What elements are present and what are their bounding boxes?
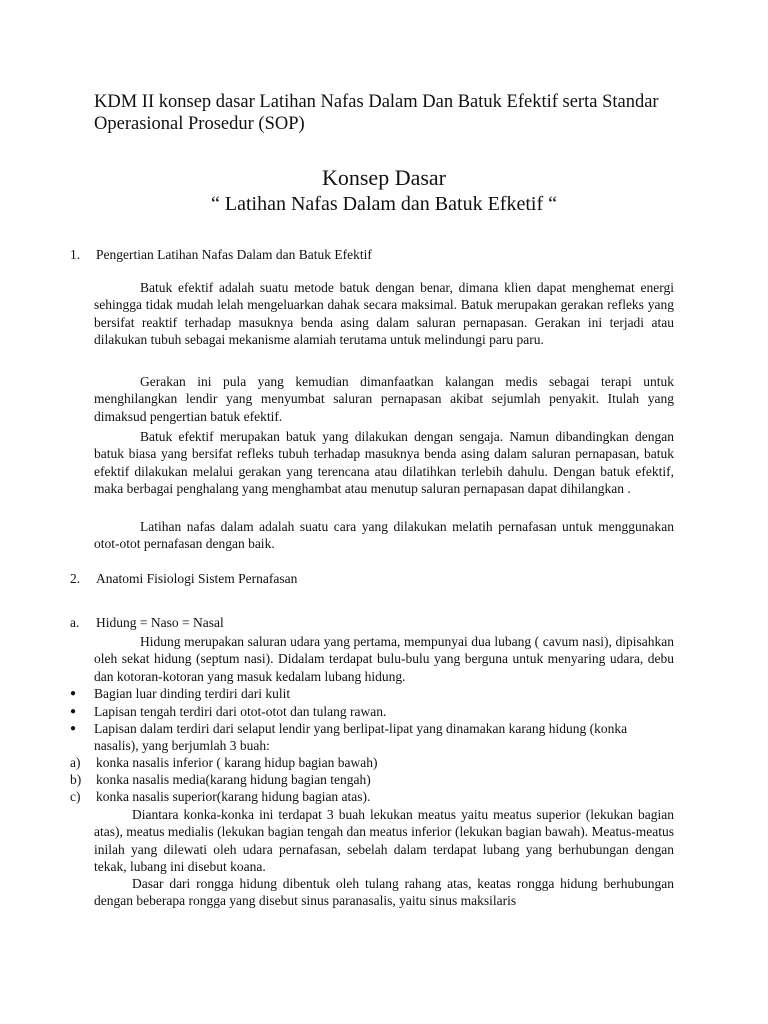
sub-list-text: konka nasalis inferior ( karang hidup bagian bawah) [96,755,378,770]
sub-list-label: a) [70,755,81,770]
paragraph: Hidung merupakan saluran udara yang pertama, mempunyai dua lubang ( cavum nasi), dipisahkan oleh sekat hidung (septum nasi). Didalam terdapat bulu-bulu yang berguna untuk menyaring udara, debu dan kotoran-kotoran yang masuk kedalam lubang hidung. [94,634,674,684]
title-block [0,165,768,217]
page-title: Konsep Dasar [321,165,447,190]
section-heading-text: Pengertian Latihan Nafas Dalam dan Batuk Efektif [96,247,372,262]
subsection-title: Hidung = Naso = Nasal [96,615,224,630]
sub-list-text: konka nasalis media(karang hidung bagian tengah) [96,772,371,787]
document-header-title: KDM II konsep dasar Latihan Nafas Dalam Dan Batuk Efektif serta Standar Operasional Prosedur (SOP) [94,92,659,134]
paragraph: Batuk efektif adalah suatu metode batuk dengan benar, dimana klien dapat menghemat energi sehingga tidak mudah lelah mengeluarkan dahak secara maksimal. Batuk merupakan gerakan refleks yang bersifat reaktif terhadap masuknya benda asing dalam saluran pernapasan. Gerakan ini terjadi atau dilakukan tubuh sebagai mekanisme alamiah terutama untuk melindungi paru paru. [94,280,674,347]
paragraph: Batuk efektif merupakan batuk yang dilakukan dengan sengaja. Namun dibandingkan dengan batuk biasa yang bersifat refleks tubuh terhadap masuknya benda asing dalam saluran pernapasan, batuk efektif dilakukan melalui gerakan yang terencana atau dilatihkan terlebih dahulu. Dengan batuk efektif, maka berbagai penghalang yang menghambat atau menutup saluran pernapasan dapat dihilangkan . [94,429,674,496]
paragraph: Gerakan ini pula yang kemudian dimanfaatkan kalangan medis sebagai terapi untuk menghilangkan lendir yang menyumbat saluran pernapasan akibat sejumlah penyakit. Itulah yang dimaksud pengertian batuk efektif. [94,374,674,424]
section-number: 1. [70,247,81,262]
section-heading-text: Anatomi Fisiologi Sistem Pernafasan [96,571,298,586]
list-item-text: Bagian luar dinding terdiri dari kulit [94,686,291,701]
sub-list-label: b) [70,772,82,787]
list-item-text: Lapisan tengah terdiri dari otot-otot dan tulang rawan. [94,704,387,719]
paragraph: Diantara konka-konka ini terdapat 3 buah lekukan meatus yaitu meatus superior (lekukan bagian atas), meatus medialis (lekukan bagian tengah dan meatus inferior (lekukan bagian bawah). Meatus-meatus inilah yang dilewati oleh udara pernafasan, sebelah dalam terdapat lubang yang berhubungan dengan tekak, lubang ini disebut koana. [94,807,674,874]
list-item [70,685,674,702]
subsection-label: a. [70,615,80,630]
subsection-heading [70,615,224,631]
bullet-dot-icon: ● [70,706,77,717]
list-item [70,720,674,755]
list-item-text: Lapisan dalam terdiri dari selaput lendir yang berlipat-lipat yang dinamakan karang hidung (konka nasalis), yang berjumlah 3 buah: [94,721,628,754]
sub-list-item [70,772,371,788]
section-heading-2 [70,571,297,587]
list-item [70,703,674,720]
bullet-dot-icon: ● [70,723,77,734]
section-heading-1 [70,247,372,263]
sub-list-item [70,755,378,771]
paragraph: Latihan nafas dalam adalah suatu cara yang dilakukan melatih pernafasan untuk menggunakan otot-otot pernafasan dengan baik. [94,519,674,552]
page-subtitle: “ Latihan Nafas Dalam dan Batuk Efketif “ [211,193,557,215]
sub-list-text: konka nasalis superior(karang hidung bagian atas). [96,789,371,804]
sub-list-label: c) [70,789,81,804]
sub-list-item [70,789,370,805]
section-number: 2. [70,571,81,586]
bullet-dot-icon: ● [70,688,77,699]
paragraph: Dasar dari rongga hidung dibentuk oleh tulang rahang atas, keatas rongga hidung berhubungan dengan beberapa rongga yang disebut sinus paranasalis, yaitu sinus maksilaris [94,876,674,909]
